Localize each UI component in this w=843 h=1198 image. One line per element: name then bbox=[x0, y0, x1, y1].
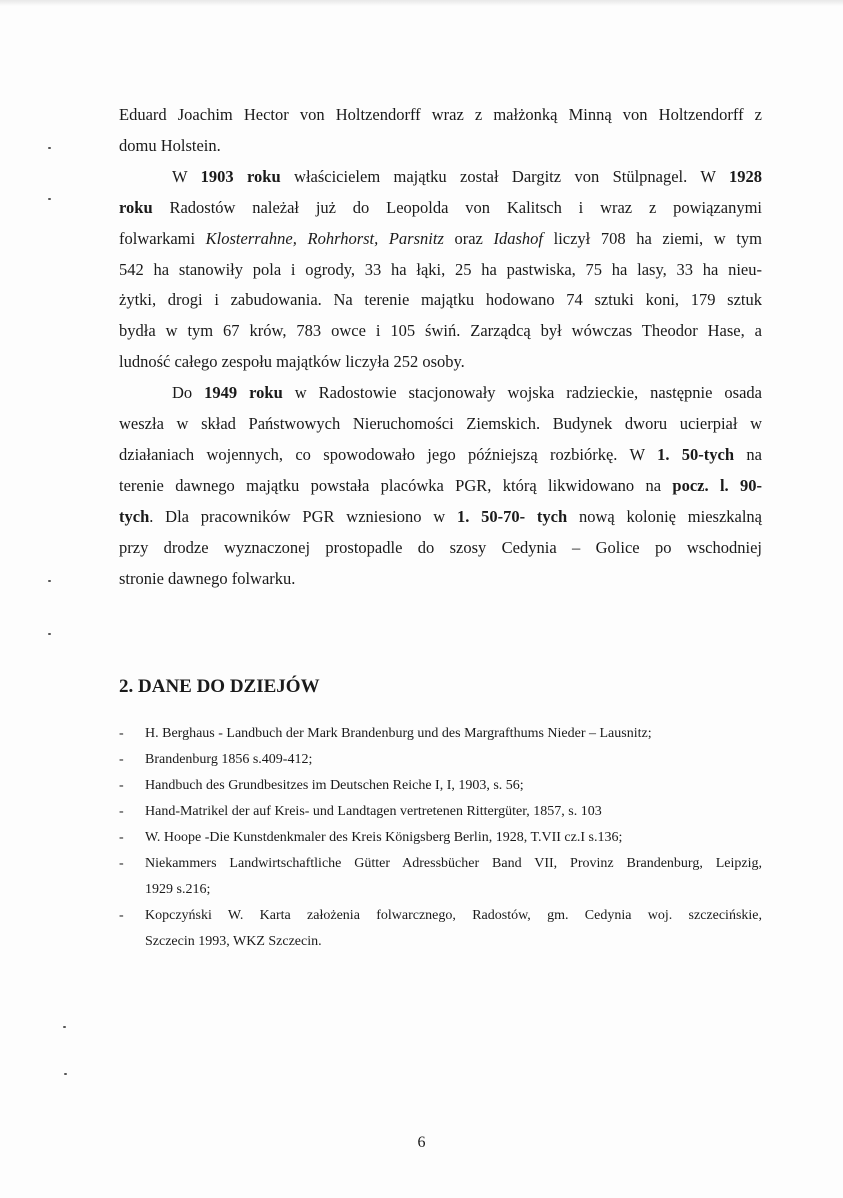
text-segment: weszła w skład Państwowych Nieruchomości Ziemskich. Budynek dworu ucierpiał w bbox=[119, 414, 762, 434]
bold-text: 1949 roku bbox=[204, 383, 283, 403]
text-segment: nową kolonię mieszkalną bbox=[567, 506, 762, 526]
text-line bbox=[119, 471, 762, 502]
text-line bbox=[119, 440, 762, 471]
text-segment: właścicielem majątku został Dargitz von Stülpnagel. W bbox=[280, 166, 729, 186]
text-segment: przy drodze wyznaczonej prostopadle do szosy Cedynia – Golice po wschodniej bbox=[119, 537, 762, 557]
source-item bbox=[119, 721, 762, 747]
text-segment: . Dla pracowników PGR wzniesiono w bbox=[149, 506, 457, 526]
text-segment: domu Holstein. bbox=[119, 135, 221, 155]
text-segment: w Radostowie stacjonowały wojska radzieckie, następnie osada bbox=[282, 383, 762, 403]
list-dash: - bbox=[119, 908, 124, 923]
source-item bbox=[119, 851, 762, 903]
scan-speck bbox=[63, 1026, 66, 1028]
text-line bbox=[119, 100, 762, 131]
list-dash: - bbox=[119, 830, 124, 845]
text-segment: W bbox=[172, 166, 201, 186]
text-segment: folwarkami bbox=[119, 228, 206, 248]
text-line bbox=[119, 255, 762, 286]
text-segment: działaniach wojennych, co spowodowało jego późniejszą rozbiórkę. W bbox=[119, 444, 658, 464]
source-text: H. Berghaus - Landbuch der Mark Brandenburg und des Margrafthums Nieder – Lausnitz; bbox=[145, 726, 652, 741]
italic-text: Klosterrahne, Rohrhorst, Parsnitz bbox=[205, 228, 444, 248]
source-item bbox=[119, 747, 762, 773]
source-text: Niekammers Landwirtschaftliche Gütter Adressbücher Band VII, Provinz Brandenburg, Leipzig, bbox=[145, 856, 762, 871]
text-segment: 542 ha stanowiły pola i ogrody, 33 ha łąki, 25 ha pastwiska, 75 ha lasy, 33 ha nieu- bbox=[119, 259, 762, 279]
scan-top-edge bbox=[0, 0, 843, 6]
scan-speck bbox=[48, 147, 51, 149]
bold-text: roku bbox=[119, 197, 153, 217]
bold-text: 1. 50-tych bbox=[657, 444, 735, 464]
text-line bbox=[119, 224, 762, 255]
text-segment: Radostów należał już do Leopolda von Kalitsch i wraz z powiązanymi bbox=[152, 197, 762, 217]
scan-speck bbox=[48, 198, 51, 200]
source-text: Szczecin 1993, WKZ Szczecin. bbox=[145, 934, 322, 949]
text-line bbox=[119, 564, 762, 595]
text-line bbox=[119, 193, 762, 224]
text-segment: Eduard Joachim Hector von Holtzendorff wraz z małżonką Minną von Holtzendorff z bbox=[119, 105, 762, 124]
text-line bbox=[119, 285, 762, 316]
list-dash: - bbox=[119, 752, 124, 767]
text-segment: na bbox=[734, 444, 762, 464]
text-line bbox=[119, 131, 762, 162]
paragraph bbox=[119, 100, 762, 162]
text-line bbox=[119, 347, 762, 378]
scan-speck bbox=[48, 580, 51, 582]
list-dash: - bbox=[119, 726, 124, 741]
page-number: 6 bbox=[417, 1134, 426, 1151]
text-segment: żytki, drogi i zabudowania. Na terenie majątku hodowano 74 sztuki koni, 179 sztuk bbox=[119, 290, 762, 310]
text-segment: terenie dawnego majątku powstała placówka PGR, którą likwidowano na bbox=[119, 475, 673, 495]
paragraph bbox=[119, 378, 762, 594]
text-line bbox=[119, 409, 762, 440]
list-dash: - bbox=[119, 804, 124, 819]
source-item bbox=[119, 799, 762, 825]
history-text bbox=[119, 100, 762, 595]
text-segment: oraz bbox=[443, 228, 494, 248]
bold-text: 1928 bbox=[729, 166, 762, 186]
paragraph bbox=[119, 162, 762, 378]
list-dash: - bbox=[119, 778, 124, 793]
text-line bbox=[119, 378, 762, 409]
scan-speck bbox=[48, 633, 51, 635]
source-text: Kopczyński W. Karta założenia folwarcznego, Radostów, gm. Cedynia woj. szczecińskie, bbox=[145, 908, 762, 923]
source-text: Handbuch des Grundbesitzes im Deutschen Reiche I, I, 1903, s. 56; bbox=[145, 778, 524, 793]
text-line bbox=[119, 533, 762, 564]
text-segment: Do bbox=[172, 383, 205, 403]
text-segment: bydła w tym 67 krów, 783 owce i 105 świń. Zarządcą był wówczas Theodor Hase, a bbox=[119, 321, 762, 341]
text-line bbox=[119, 502, 762, 533]
source-item bbox=[119, 825, 762, 851]
text-line bbox=[119, 162, 762, 193]
bold-text: 1. 50-70- tych bbox=[456, 506, 568, 526]
text-segment: stronie dawnego folwarku. bbox=[119, 568, 296, 588]
list-dash: - bbox=[119, 856, 124, 871]
source-text: 1929 s.216; bbox=[145, 882, 211, 897]
text-segment: liczył 708 ha ziemi, w tym bbox=[543, 228, 762, 248]
text-segment: ludność całego zespołu majątków liczyła 252 osoby. bbox=[119, 352, 465, 372]
section-heading: 2. DANE DO DZIEJÓW bbox=[119, 676, 320, 697]
source-text: Brandenburg 1856 s.409-412; bbox=[145, 752, 313, 767]
sources-list bbox=[119, 721, 762, 955]
source-text: Hand-Matrikel der auf Kreis- und Landtagen vertretenen Rittergüter, 1857, s. 103 bbox=[145, 804, 602, 819]
scan-speck bbox=[64, 1073, 67, 1075]
bold-text: pocz. l. 90- bbox=[672, 475, 762, 495]
bold-text: tych bbox=[119, 506, 150, 526]
text-line bbox=[119, 316, 762, 347]
italic-text: Idashof bbox=[493, 228, 543, 248]
source-item bbox=[119, 903, 762, 955]
source-text: W. Hoope -Die Kunstdenkmaler des Kreis Königsberg Berlin, 1928, T.VII cz.I s.136; bbox=[145, 830, 623, 845]
source-item bbox=[119, 773, 762, 799]
bold-text: 1903 roku bbox=[200, 166, 281, 186]
